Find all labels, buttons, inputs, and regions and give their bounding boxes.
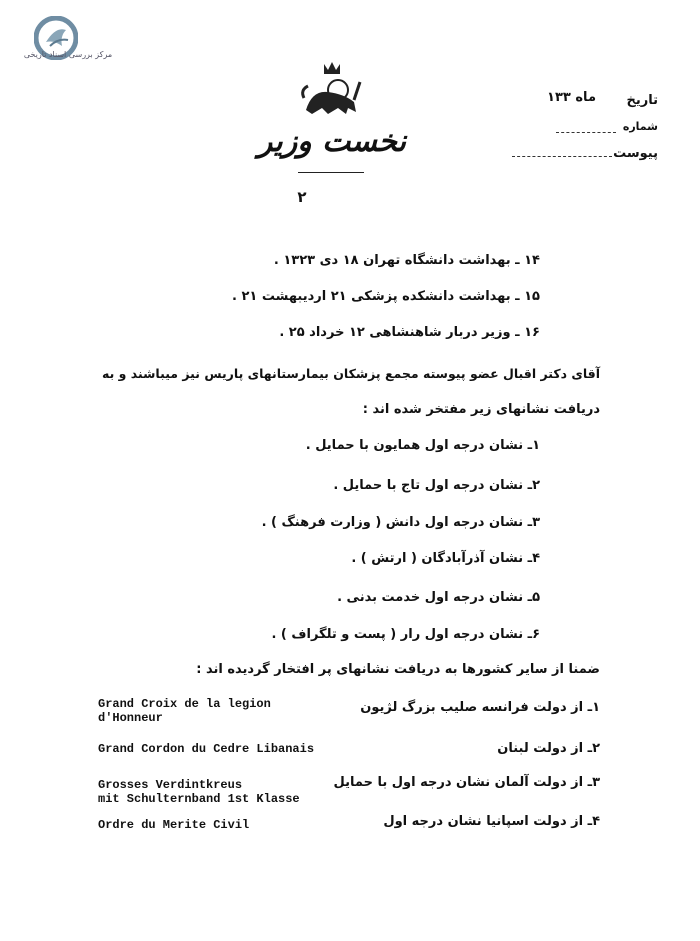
- foreign-item-persian: ۳ـ از دولت آلمان نشان درجه اول با حمایل: [333, 775, 600, 790]
- paragraph-line: آقای دکتر اقبال عضو پیوسته مجمع پزشکان بیمارستانهای پاریس نیز میباشند و به: [102, 366, 600, 381]
- attachment-value-line: [512, 148, 612, 157]
- list-item: ۶ـ نشان درجه اول رار ( پست و تلگراف ) .: [271, 627, 540, 642]
- date-label: تاریخ: [626, 93, 658, 108]
- lion-and-sun-crown-emblem: [298, 60, 366, 118]
- list-item: ۱۶ ـ وزیر دربار شاهنشاهی ۱۲ خرداد ۲۵ .: [279, 325, 540, 340]
- foreign-item-persian: ۴ـ از دولت اسپانیا نشان درجه اول: [383, 814, 600, 829]
- list-item: ۱ـ نشان درجه اول همایون با حمایل .: [305, 438, 540, 453]
- foreign-intro: ضمنا از سایر کشورها به دریافت نشانهای پر افتخار گردیده اند :: [196, 662, 600, 677]
- list-item: ۵ـ نشان درجه اول خدمت بدنی .: [337, 590, 540, 605]
- number-value-line: [556, 124, 616, 133]
- foreign-item-latin: Ordre du Merite Civil: [98, 818, 250, 832]
- title-underline: [298, 172, 364, 173]
- watermark-text: مرکز بررسی اسناد تاریخی: [23, 50, 113, 59]
- number-label: شماره: [622, 120, 658, 133]
- list-item: ۱۵ ـ بهداشت دانشکده پزشکی ۲۱ اردیبهشت ۲۱ .: [231, 289, 540, 304]
- office-title: نخست وزیر: [257, 124, 407, 159]
- lion-and-sun-crown-emblem-icon: [298, 60, 366, 118]
- list-item: ۳ـ نشان درجه اول دانش ( وزارت فرهنگ ) .: [261, 515, 540, 530]
- paragraph-line: دریافت نشانهای زیر مفتخر شده اند :: [362, 402, 600, 417]
- list-item: ۱۴ ـ بهداشت دانشگاه تهران ۱۸ دی ۱۳۲۳ .: [273, 253, 540, 268]
- attachment-label: پیوست: [613, 146, 658, 161]
- list-item: ۴ـ نشان آذرآبادگان ( ارتش ) .: [351, 551, 540, 566]
- list-item: ۲ـ نشان درجه اول تاج با حمایل .: [333, 478, 540, 493]
- foreign-item-persian: ۱ـ از دولت فرانسه صلیب بزرگ لژیون: [360, 700, 600, 715]
- foreign-item-persian: ۲ـ از دولت لبنان: [497, 741, 600, 756]
- foreign-item-latin: Grosses Verdintkreus mit Schulternband 1st Klasse: [98, 778, 300, 806]
- date-value: ماه ۱۳۳: [547, 90, 596, 105]
- foreign-item-latin: Grand Croix de la legion d'Honneur: [98, 697, 271, 725]
- page-number: ۲: [297, 188, 307, 206]
- foreign-item-latin: Grand Cordon du Cedre Libanais: [98, 742, 315, 756]
